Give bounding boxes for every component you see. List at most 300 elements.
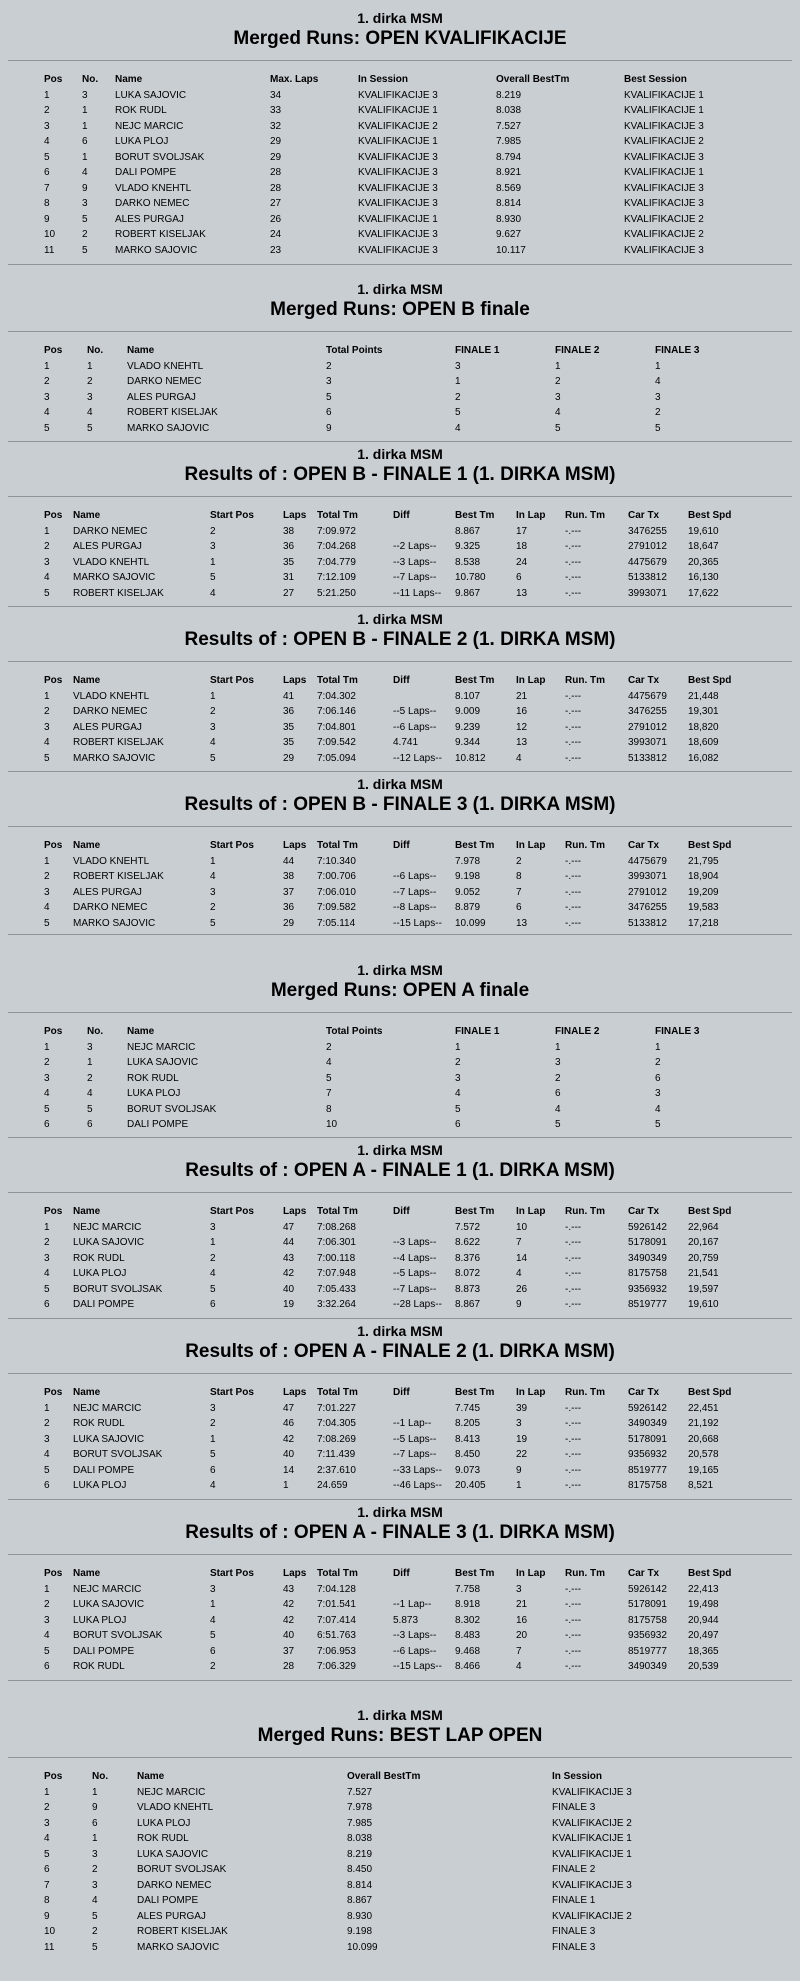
cell-diff: --7 Laps--	[393, 886, 437, 898]
cell-diff: --3 Laps--	[393, 1630, 437, 1641]
cell-in-lap: 1	[516, 1480, 522, 1491]
table-row	[44, 181, 744, 197]
column-header-finale-3: FINALE 3	[655, 1026, 700, 1037]
table-row	[44, 539, 748, 555]
table-row	[44, 869, 748, 885]
cell-car-tx: 3476255	[628, 706, 667, 717]
cell-in-lap: 4	[516, 1268, 522, 1279]
event-name: 1. dirka MSM	[357, 1504, 443, 1520]
cell-run-tm: -.---	[565, 1268, 582, 1279]
cell-run-tm: -.---	[565, 855, 582, 867]
cell-pos: 1	[44, 690, 50, 702]
cell-in-session: KVALIFIKACIJE 3	[358, 244, 438, 256]
cell-total-tm: 7:08.269	[317, 1433, 356, 1445]
table-row	[44, 134, 744, 150]
column-header-in-lap: In Lap	[516, 1387, 546, 1398]
table-row	[44, 119, 744, 135]
column-header-name: Name	[73, 1206, 101, 1217]
cell-pos: 6	[44, 1864, 50, 1875]
cell-diff: --2 Laps--	[393, 541, 437, 552]
column-header-pos: Pos	[44, 345, 63, 356]
cell-name: ALES PURGAJ	[137, 1910, 206, 1922]
cell-laps: 36	[283, 541, 295, 552]
cell-max-laps: 33	[270, 105, 282, 116]
cell-best-session: KVALIFIKACIJE 3	[624, 120, 704, 132]
column-header-diff: Diff	[393, 1387, 410, 1398]
cell-car-tx: 8175758	[628, 1480, 667, 1491]
cell-name: ROBERT KISELJAK	[73, 587, 164, 599]
cell-pos: 1	[44, 360, 50, 372]
table-row	[44, 570, 748, 586]
cell-pos: 3	[44, 1072, 50, 1084]
column-header-best-tm: Best Tm	[455, 1387, 495, 1398]
cell-max-laps: 28	[270, 167, 282, 178]
cell-total-tm: 7:06.010	[317, 886, 356, 898]
cell-start-pos: 6	[210, 1299, 216, 1310]
cell-name: LUKA SAJOVIC	[115, 89, 187, 101]
cell-best-spd: 18,609	[688, 737, 719, 748]
cell-in-session: KVALIFIKACIJE 2	[552, 1817, 632, 1829]
cell-car-tx: 8519777	[628, 1464, 667, 1476]
cell-name: ALES PURGAJ	[115, 213, 184, 225]
cell-start-pos: 3	[210, 1402, 216, 1414]
cell-name: BORUT SVOLJSAK	[73, 1449, 163, 1460]
column-header-car-tx: Car Tx	[628, 510, 660, 521]
cell-run-tm: -.---	[565, 556, 582, 568]
cell-no: 2	[92, 1926, 98, 1937]
event-name: 1. dirka MSM	[357, 776, 443, 792]
cell-best-tm: 10.812	[455, 752, 486, 764]
cell-run-tm: -.---	[565, 752, 582, 764]
cell-diff: 4.741	[393, 737, 419, 748]
cell-no: 5	[92, 1941, 98, 1953]
column-header-diff: Diff	[393, 510, 410, 521]
cell-no: 1	[82, 105, 88, 116]
cell-in-lap: 8	[516, 871, 522, 882]
table-row	[44, 1816, 752, 1832]
column-header-name: Name	[127, 1026, 155, 1037]
cell-start-pos: 4	[210, 1480, 216, 1491]
cell-overall-besttm: 8.038	[496, 105, 522, 116]
cell-in-session: KVALIFIKACIJE 3	[358, 151, 438, 163]
cell-start-pos: 1	[210, 556, 216, 568]
table-row	[44, 212, 744, 228]
table-row	[44, 1478, 748, 1494]
cell-no: 4	[87, 1088, 93, 1099]
cell-in-session: FINALE 1	[552, 1895, 596, 1906]
cell-pos: 4	[44, 136, 50, 147]
cell-finale-3: 3	[655, 391, 661, 403]
column-header-run-tm: Run. Tm	[565, 840, 605, 851]
results-table	[44, 1024, 755, 1133]
cell-car-tx: 3993071	[628, 587, 667, 599]
column-header-best-tm: Best Tm	[455, 1568, 495, 1579]
cell-pos: 9	[44, 213, 50, 225]
cell-start-pos: 2	[210, 902, 216, 913]
cell-best-spd: 19,165	[688, 1464, 719, 1476]
section-title: Merged Runs: OPEN A finale	[270, 980, 530, 1001]
cell-pos: 8	[44, 198, 50, 209]
cell-total-points: 10	[326, 1119, 338, 1130]
cell-in-lap: 3	[516, 1418, 522, 1429]
cell-best-spd: 20,944	[688, 1614, 719, 1626]
cell-name: LUKA SAJOVIC	[73, 1433, 145, 1445]
divider	[8, 934, 792, 935]
cell-laps: 42	[283, 1614, 295, 1626]
cell-best-spd: 18,365	[688, 1645, 719, 1657]
cell-best-spd: 22,413	[688, 1583, 719, 1595]
cell-no: 3	[87, 1041, 93, 1053]
column-header-diff: Diff	[393, 675, 410, 686]
table-row	[44, 165, 744, 181]
cell-car-tx: 5178091	[628, 1599, 667, 1610]
cell-no: 4	[87, 407, 93, 418]
cell-car-tx: 3476255	[628, 525, 667, 537]
divider	[8, 1680, 792, 1681]
cell-start-pos: 6	[210, 1645, 216, 1657]
cell-run-tm: -.---	[565, 1283, 582, 1295]
column-header-no: No.	[87, 345, 104, 356]
cell-no: 4	[92, 1895, 98, 1906]
cell-pos: 5	[44, 587, 50, 599]
cell-best-tm: 9.009	[455, 706, 481, 717]
cell-best-tm: 8.205	[455, 1418, 481, 1429]
cell-start-pos: 1	[210, 1599, 216, 1610]
cell-start-pos: 2	[210, 1661, 216, 1672]
cell-car-tx: 5133812	[628, 752, 667, 764]
cell-name: MARKO SAJOVIC	[137, 1941, 220, 1953]
cell-pos: 6	[44, 167, 50, 178]
cell-in-lap: 18	[516, 541, 528, 552]
cell-car-tx: 9356932	[628, 1449, 667, 1460]
cell-pos: 3	[44, 1817, 50, 1829]
cell-pos: 4	[44, 1630, 50, 1641]
column-header-name: Name	[73, 1568, 101, 1579]
cell-name: NEJC MARCIC	[73, 1221, 142, 1233]
cell-name: ROBERT KISELJAK	[73, 737, 164, 748]
section-title: Results of : OPEN A - FINALE 1 (1. DIRKA MSM)	[185, 1160, 615, 1181]
cell-total-tm: 7:10.340	[317, 855, 356, 867]
cell-best-tm: 7.572	[455, 1221, 481, 1233]
results-table	[44, 673, 748, 766]
cell-best-spd: 18,820	[688, 721, 719, 733]
table-row	[44, 1582, 748, 1598]
cell-overall-besttm: 7.985	[496, 136, 522, 147]
table-header-row	[44, 343, 755, 359]
event-name: 1. dirka MSM	[357, 1323, 443, 1339]
cell-in-lap: 9	[516, 1299, 522, 1310]
table-row	[44, 88, 744, 104]
cell-best-spd: 20,167	[688, 1237, 719, 1248]
column-header-start-pos: Start Pos	[210, 840, 254, 851]
cell-in-session: KVALIFIKACIJE 3	[358, 167, 438, 178]
column-header-best-tm: Best Tm	[455, 675, 495, 686]
cell-best-tm: 9.867	[455, 587, 481, 599]
cell-pos: 3	[44, 1614, 50, 1626]
cell-best-session: KVALIFIKACIJE 3	[624, 182, 704, 194]
table-row	[44, 1847, 752, 1863]
column-header-pos: Pos	[44, 1771, 63, 1782]
cell-laps: 1	[283, 1480, 289, 1491]
cell-run-tm: -.---	[565, 1614, 582, 1626]
cell-best-session: KVALIFIKACIJE 1	[624, 105, 704, 116]
cell-name: VLADO KNEHTL	[115, 182, 192, 194]
column-header-laps: Laps	[283, 1206, 307, 1217]
cell-laps: 46	[283, 1418, 295, 1429]
divider	[8, 1554, 792, 1555]
cell-name: VLADO KNEHTL	[73, 556, 150, 568]
table-row	[44, 916, 748, 932]
column-header-best-spd: Best Spd	[688, 675, 732, 686]
cell-no: 2	[87, 376, 93, 387]
cell-finale-3: 6	[655, 1072, 661, 1084]
column-header-best-session: Best Session	[624, 74, 687, 85]
column-header-pos: Pos	[44, 74, 63, 85]
cell-max-laps: 23	[270, 244, 282, 256]
cell-best-tm: 9.052	[455, 886, 481, 898]
divider	[8, 606, 792, 607]
cell-name: ROBERT KISELJAK	[73, 871, 164, 882]
cell-in-session: KVALIFIKACIJE 2	[552, 1910, 632, 1922]
cell-overall-besttm: 8.867	[347, 1895, 373, 1906]
column-header-pos: Pos	[44, 1026, 63, 1037]
cell-no: 5	[82, 213, 88, 225]
cell-overall-besttm: 7.985	[347, 1817, 373, 1829]
cell-total-tm: 7:04.305	[317, 1418, 356, 1429]
table-row	[44, 1432, 748, 1448]
column-header-in-session: In Session	[358, 74, 409, 85]
divider	[8, 1757, 792, 1758]
cell-pos: 1	[44, 1786, 50, 1798]
divider	[8, 1373, 792, 1374]
cell-diff: --7 Laps--	[393, 1283, 437, 1295]
cell-total-tm: 7:07.948	[317, 1268, 356, 1279]
cell-no: 6	[82, 136, 88, 147]
table-row	[44, 1628, 748, 1644]
column-header-pos: Pos	[44, 510, 63, 521]
cell-in-session: KVALIFIKACIJE 3	[358, 229, 438, 240]
column-header-in-lap: In Lap	[516, 840, 546, 851]
cell-total-points: 6	[326, 407, 332, 418]
column-header-name: Name	[73, 675, 101, 686]
cell-pos: 11	[44, 244, 55, 256]
cell-in-session: KVALIFIKACIJE 1	[358, 213, 438, 225]
column-header-best-tm: Best Tm	[455, 840, 495, 851]
cell-total-tm: 3:32.264	[317, 1299, 356, 1310]
table-header-row	[44, 1024, 755, 1040]
cell-overall-besttm: 8.814	[496, 198, 522, 209]
table-row	[44, 1940, 752, 1956]
cell-pos: 2	[44, 1418, 50, 1429]
table-row	[44, 243, 744, 259]
section-title: Results of : OPEN A - FINALE 2 (1. DIRKA MSM)	[185, 1341, 615, 1362]
cell-pos: 6	[44, 1480, 50, 1491]
event-name: 1. dirka MSM	[357, 1142, 443, 1158]
cell-laps: 29	[283, 752, 295, 764]
table-row	[44, 1086, 755, 1102]
column-header-best-spd: Best Spd	[688, 840, 732, 851]
cell-name: DARKO NEMEC	[73, 902, 148, 913]
cell-in-lap: 22	[516, 1449, 528, 1460]
section-title: Results of : OPEN B - FINALE 2 (1. DIRKA MSM)	[184, 629, 616, 650]
column-header-in-lap: In Lap	[516, 1206, 546, 1217]
divider	[8, 771, 792, 772]
cell-name: BORUT SVOLJSAK	[137, 1864, 227, 1875]
cell-pos: 8	[44, 1895, 50, 1906]
cell-no: 3	[82, 89, 88, 101]
cell-car-tx: 4475679	[628, 855, 667, 867]
column-header-total-tm: Total Tm	[317, 840, 358, 851]
cell-best-spd: 19,583	[688, 902, 719, 913]
cell-best-spd: 20,578	[688, 1449, 719, 1460]
cell-run-tm: -.---	[565, 886, 582, 898]
cell-overall-besttm: 8.219	[347, 1848, 373, 1860]
table-row	[44, 1800, 752, 1816]
cell-best-session: KVALIFIKACIJE 1	[624, 89, 704, 101]
cell-pos: 4	[44, 1449, 50, 1460]
table-row	[44, 1297, 748, 1313]
cell-best-session: KVALIFIKACIJE 3	[624, 151, 704, 163]
cell-total-tm: 7:04.801	[317, 721, 356, 733]
cell-in-lap: 7	[516, 1237, 522, 1248]
cell-pos: 5	[44, 917, 50, 929]
cell-overall-besttm: 8.930	[496, 213, 522, 225]
cell-overall-besttm: 8.930	[347, 1910, 373, 1922]
cell-best-session: KVALIFIKACIJE 1	[624, 167, 704, 178]
cell-best-tm: 8.918	[455, 1599, 481, 1610]
cell-no: 1	[92, 1786, 98, 1798]
column-header-start-pos: Start Pos	[210, 1387, 254, 1398]
cell-name: DARKO NEMEC	[73, 525, 148, 537]
column-header-car-tx: Car Tx	[628, 1387, 660, 1398]
cell-in-lap: 6	[516, 902, 522, 913]
column-header-overall-besttm: Overall BestTm	[347, 1771, 421, 1782]
cell-start-pos: 5	[210, 1449, 216, 1460]
table-row	[44, 1117, 755, 1133]
table-row	[44, 1893, 752, 1909]
cell-in-lap: 13	[516, 737, 528, 748]
column-header-diff: Diff	[393, 840, 410, 851]
cell-start-pos: 2	[210, 706, 216, 717]
column-header-run-tm: Run. Tm	[565, 675, 605, 686]
cell-run-tm: -.---	[565, 737, 582, 748]
cell-diff: --1 Lap--	[393, 1599, 432, 1610]
cell-total-tm: 7:01.541	[317, 1599, 356, 1610]
column-header-start-pos: Start Pos	[210, 510, 254, 521]
table-row	[44, 405, 755, 421]
table-row	[44, 421, 755, 437]
cell-max-laps: 29	[270, 151, 282, 163]
cell-max-laps: 24	[270, 229, 282, 240]
cell-pos: 5	[44, 752, 50, 764]
cell-car-tx: 2791012	[628, 886, 667, 898]
cell-total-tm: 7:09.542	[317, 737, 356, 748]
cell-pos: 5	[44, 422, 50, 434]
column-header-laps: Laps	[283, 510, 307, 521]
cell-car-tx: 4475679	[628, 690, 667, 702]
column-header-finale-2: FINALE 2	[555, 1026, 600, 1037]
cell-name: ROK RUDL	[137, 1833, 189, 1844]
cell-laps: 19	[283, 1299, 295, 1310]
results-table	[44, 1204, 748, 1313]
cell-best-session: KVALIFIKACIJE 2	[624, 213, 704, 225]
column-header-run-tm: Run. Tm	[565, 1206, 605, 1217]
column-header-start-pos: Start Pos	[210, 1568, 254, 1579]
cell-total-points: 7	[326, 1088, 332, 1099]
cell-name: DALI POMPE	[73, 1645, 135, 1657]
table-row	[44, 885, 748, 901]
table-row	[44, 1597, 748, 1613]
cell-total-tm: 7:11.439	[317, 1449, 356, 1460]
cell-car-tx: 5133812	[628, 572, 667, 583]
cell-best-session: KVALIFIKACIJE 2	[624, 136, 704, 147]
cell-laps: 28	[283, 1661, 295, 1672]
column-header-start-pos: Start Pos	[210, 1206, 254, 1217]
cell-total-points: 4	[326, 1057, 332, 1068]
cell-finale-1: 5	[455, 407, 461, 418]
cell-best-spd: 19,610	[688, 1299, 719, 1310]
cell-start-pos: 6	[210, 1464, 216, 1476]
event-name: 1. dirka MSM	[357, 281, 443, 297]
cell-car-tx: 9356932	[628, 1630, 667, 1641]
cell-diff	[393, 1401, 455, 1417]
cell-diff: --12 Laps--	[393, 752, 442, 764]
results-table	[44, 508, 748, 601]
cell-name: DARKO NEMEC	[137, 1879, 212, 1891]
table-row	[44, 1416, 748, 1432]
cell-run-tm: -.---	[565, 572, 582, 583]
cell-name: MARKO SAJOVIC	[73, 752, 156, 764]
cell-total-points: 2	[326, 1041, 332, 1053]
event-name: 1. dirka MSM	[357, 611, 443, 627]
cell-start-pos: 4	[210, 1614, 216, 1626]
cell-diff: --3 Laps--	[393, 1237, 437, 1248]
cell-diff: --11 Laps--	[393, 587, 442, 599]
column-header-name: Name	[115, 74, 143, 85]
cell-best-spd: 20,365	[688, 556, 719, 568]
column-header-pos: Pos	[44, 1568, 63, 1579]
table-header-row	[44, 838, 748, 854]
cell-name: BORUT SVOLJSAK	[127, 1103, 217, 1115]
cell-overall-besttm: 9.198	[347, 1926, 373, 1937]
cell-run-tm: -.---	[565, 1237, 582, 1248]
cell-total-tm: 7:00.706	[317, 871, 356, 882]
cell-best-tm: 8.483	[455, 1630, 481, 1641]
cell-pos: 4	[44, 902, 50, 913]
cell-name: BORUT SVOLJSAK	[115, 151, 205, 163]
cell-name: BORUT SVOLJSAK	[73, 1283, 163, 1295]
cell-pos: 5	[44, 151, 50, 163]
cell-finale-2: 2	[555, 1072, 561, 1084]
cell-diff: --6 Laps--	[393, 871, 437, 882]
cell-start-pos: 5	[210, 1283, 216, 1295]
column-header-name: Name	[73, 1387, 101, 1398]
cell-name: ALES PURGAJ	[127, 391, 196, 403]
cell-start-pos: 4	[210, 871, 216, 882]
cell-pos: 4	[44, 1268, 50, 1279]
column-header-total-tm: Total Tm	[317, 1568, 358, 1579]
table-row	[44, 524, 748, 540]
cell-in-lap: 39	[516, 1402, 528, 1414]
cell-max-laps: 27	[270, 198, 282, 209]
cell-car-tx: 3993071	[628, 737, 667, 748]
cell-run-tm: -.---	[565, 1449, 582, 1460]
column-header-best-spd: Best Spd	[688, 1387, 732, 1398]
cell-pos: 5	[44, 1645, 50, 1657]
cell-best-spd: 16,130	[688, 572, 719, 583]
cell-finale-3: 5	[655, 1119, 661, 1130]
cell-name: MARKO SAJOVIC	[73, 917, 156, 929]
